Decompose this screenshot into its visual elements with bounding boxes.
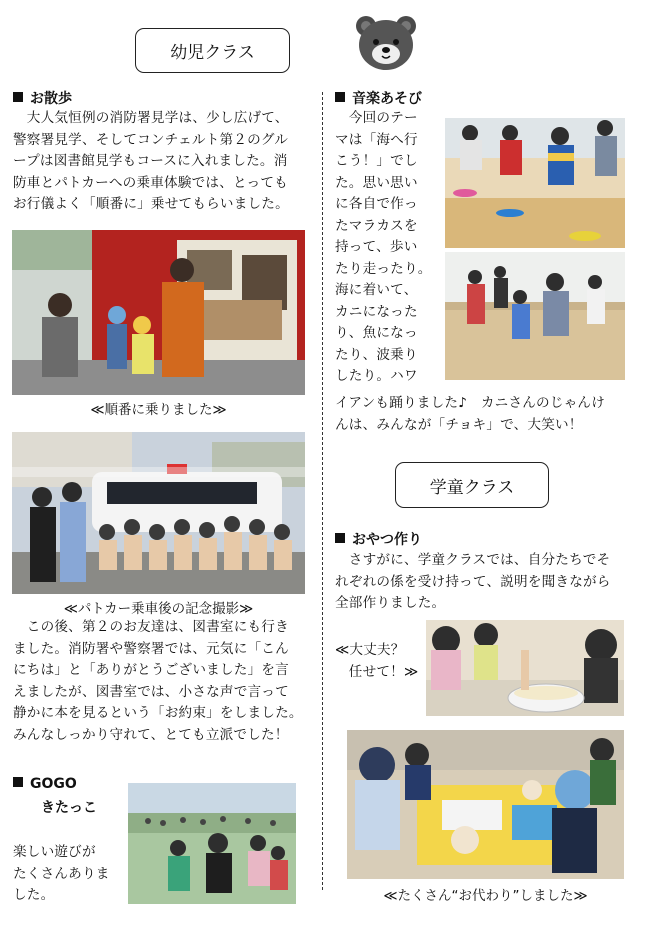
section-heading-gogo-sub: きたっこ — [41, 800, 97, 816]
snack-text: さすがに、学童クラスでは、自分たちでそ れぞれの係を受け持って、説明を聞きながら 全部作りました。 — [335, 552, 611, 611]
class-title-kindergarten — [135, 28, 290, 73]
snack-side-text: ≪大丈夫？ 任せて！≫ — [335, 642, 419, 680]
photo-snack-eating — [347, 730, 624, 879]
photo-caption-fire-truck: ≪順番に乗りました≫ — [90, 402, 227, 418]
photo-outdoor-play — [128, 783, 296, 904]
square-bullet-icon — [335, 533, 345, 543]
photo-police-car-group — [12, 432, 305, 594]
section-heading-snack: おやつ作り — [335, 529, 422, 549]
square-bullet-icon — [13, 777, 23, 787]
column-divider — [322, 92, 323, 890]
gogo-text: 楽しい遊びが たくさんありま した。 — [13, 844, 110, 903]
after-visit-text: この後、第２のお友達は、図書室にも行き ました。消防署や警察署では、元気に「こん にちは」と「ありがとうございました」を言 えましたが、図書室では、小さな声で言って 静かに本を見るという「お約束」をしました。 みんなしっかり守れて、とても立派でした！ — [13, 619, 303, 743]
class-title-afterschool-label: 学童クラス — [429, 477, 515, 498]
walk-text: 大人気恒例の消防署見学は、少し広げて、 警察署見学、そしてコンチェルト第２のグル ープは図書館見学もコースに入れました。消 防車とパトカーへの乗車体験では、とっても お行儀よく「順番に」乗せてもらいました。 — [13, 110, 289, 212]
music-text: 今回のテー マは「海へ行 こう！」でし た。思い思い に各自で作っ たマラカスを 持って、歩い たり走ったり。 海に着いて、 カニになった り、魚になっ たり、波乗り したり。ハワ — [335, 110, 432, 384]
photo-caption-snack: ≪たくさん“お代わり”しました≫ — [383, 888, 588, 904]
section-heading-gogo: GOGO — [13, 776, 77, 792]
photo-caption-police-car: ≪パトカー乗車後の記念撮影≫ — [63, 601, 254, 617]
bear-mascot-icon — [352, 12, 420, 72]
music-text-full: イアンも踊りました♪ カニさんのじゃんけ んは、みんなが「チョキ」で、大笑い！ — [335, 395, 606, 433]
photo-music-play-2 — [445, 252, 625, 380]
photo-fire-truck — [12, 230, 305, 395]
class-title-kindergarten-label: 幼児クラス — [170, 43, 255, 63]
class-title-afterschool — [395, 462, 549, 508]
section-heading-music: 音楽あそび — [335, 88, 422, 108]
section-heading-walk: お散歩 — [13, 88, 72, 108]
square-bullet-icon — [13, 92, 23, 102]
photo-music-play-1 — [445, 118, 625, 248]
square-bullet-icon — [335, 92, 345, 102]
photo-snack-mixing — [426, 620, 624, 716]
